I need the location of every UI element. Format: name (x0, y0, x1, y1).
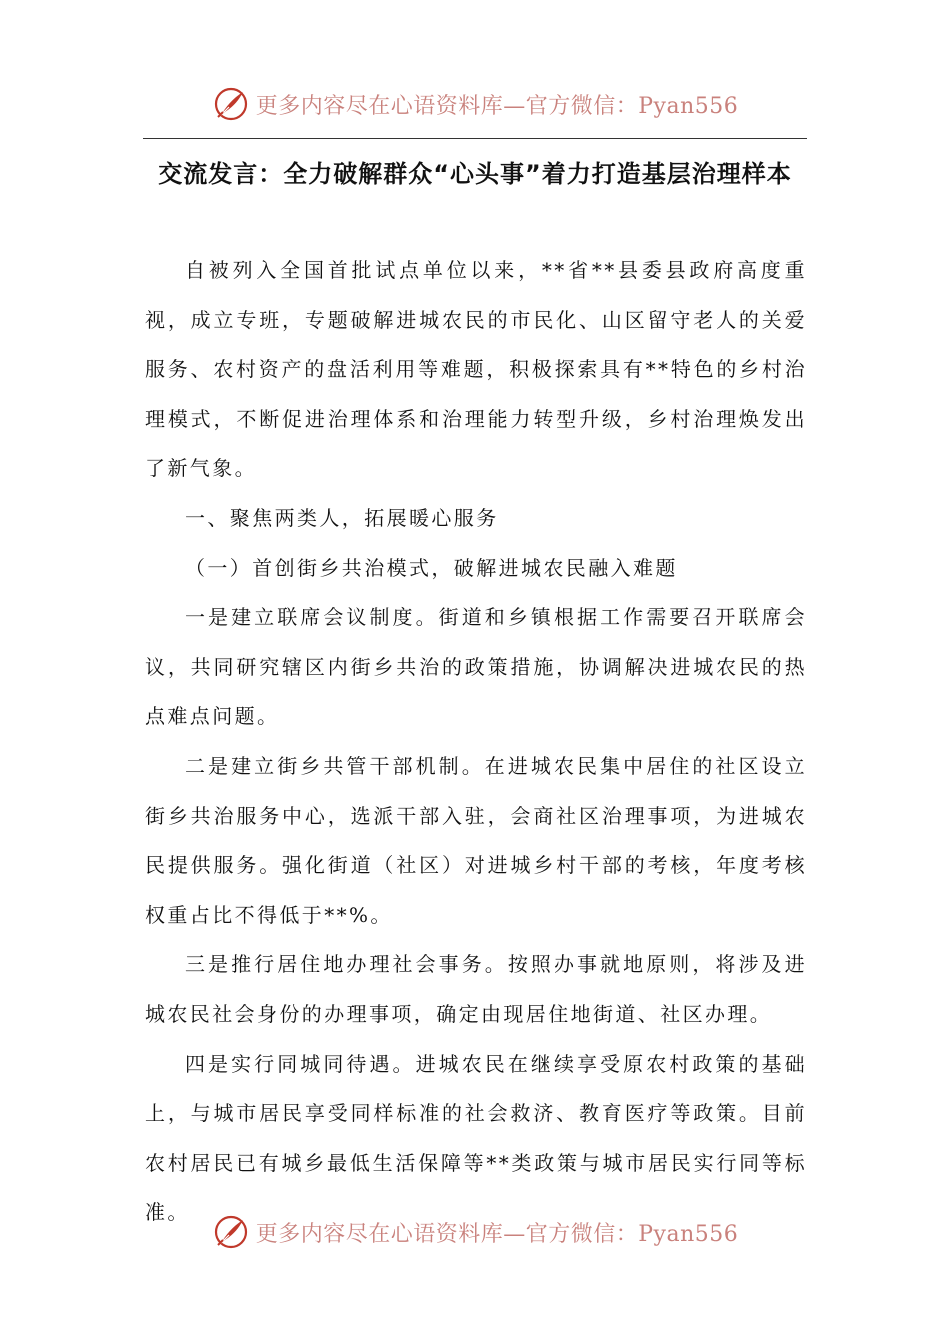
subsection-heading: （一）首创街乡共治模式，破解进城农民融入难题 (185, 555, 678, 580)
watermark-text: 更多内容尽在心语资料库—官方微信：Pyan556 (255, 1221, 739, 1247)
quill-pen-icon (212, 1213, 250, 1251)
paragraph-intro: 自被列入全国首批试点单位以来，**省**县委县政府高度重视，成立专班，专题破解进城农民的市民化、山区留守老人的关爱服务、农村资产的盘活利用等难题，积极探索具有**特色的乡村治理模式，不断促进治理体系和治理能力转型升级，乡村治理焕发出了新气象。 (145, 258, 807, 481)
document-title: 交流发言：全力破解群众“心头事”着力打造基层治理样本 (158, 160, 792, 188)
document-body (145, 246, 807, 1238)
header-rule (143, 138, 807, 139)
paragraph: 三是推行居住地办理社会事务。按照办事就地原则，将涉及进城农民社会身份的办理事项，确定由现居住地街道、社区办理。 (145, 952, 807, 1026)
paragraph: 二是建立街乡共管干部机制。在进城农民集中居住的社区设立街乡共治服务中心，选派干部入驻，会商社区治理事项，为进城农民提供服务。强化街道（社区）对进城乡村干部的考核，年度考核权重占比不得低于**%。 (145, 753, 807, 927)
paragraph: 四是实行同城同待遇。进城农民在继续享受原农村政策的基础上，与城市居民享受同样标准的社会救济、教育医疗等政策。目前农村居民已有城乡最低生活保障等**类政策与城市居民实行同等标准。 (145, 1051, 807, 1225)
section-heading: 一、聚焦两类人，拓展暖心服务 (185, 505, 499, 530)
watermark-text: 更多内容尽在心语资料库—官方微信：Pyan556 (255, 93, 739, 119)
quill-pen-icon (212, 85, 250, 123)
header-watermark-banner (0, 80, 950, 128)
paragraph: 一是建立联席会议制度。街道和乡镇根据工作需要召开联席会议，共同研究辖区内街乡共治的政策措施，协调解决进城农民的热点难点问题。 (145, 605, 807, 729)
footer-watermark-banner (0, 1208, 950, 1256)
